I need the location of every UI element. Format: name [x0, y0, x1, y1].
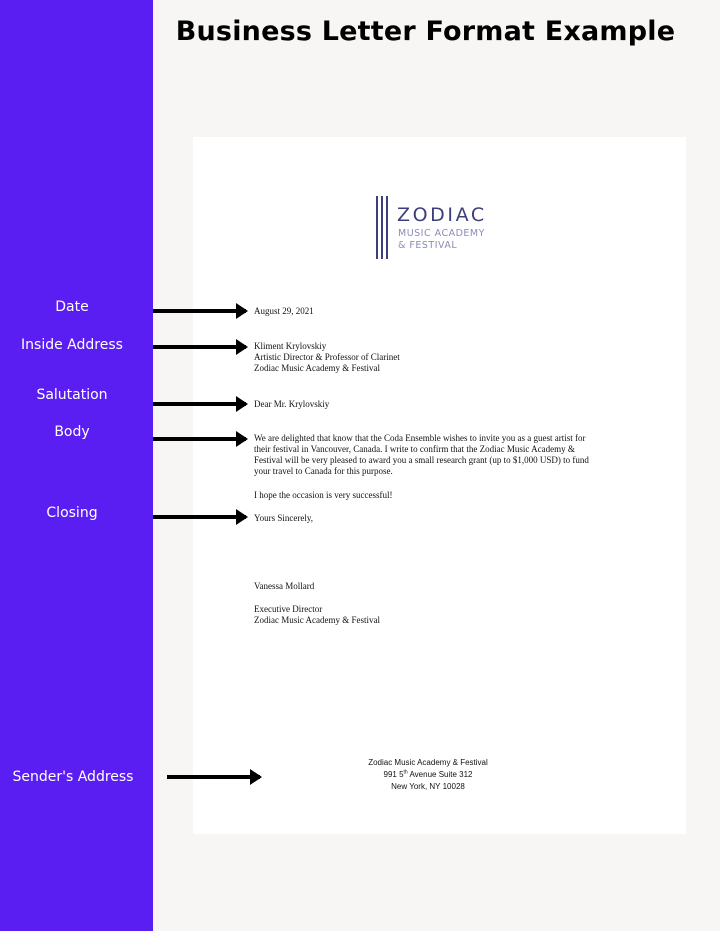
sidebar	[0, 0, 153, 931]
street-name: Avenue Suite 312	[407, 770, 473, 779]
body-line: their festival in Vancouver, Canada. I write to confirm that the Zodiac Music Academy &	[254, 444, 575, 454]
label-salutation: Salutation	[36, 387, 108, 403]
logo-name: ZODIAC	[397, 204, 487, 226]
arrow-date	[153, 309, 246, 313]
body-paragraph-2: I hope the occasion is very successful!	[254, 490, 393, 500]
logo-subtitle-line1: MUSIC ACADEMY	[398, 228, 485, 239]
label-body: Body	[54, 424, 90, 440]
sender-address-line3: New York, NY 10028	[391, 782, 465, 791]
arrow-salutation	[153, 402, 246, 406]
logo-subtitle-line2: & FESTIVAL	[398, 240, 458, 251]
sender-address-line2	[318, 769, 538, 781]
label-senders-address: Sender's Address	[12, 769, 134, 785]
street-suffix: th	[403, 769, 408, 776]
page-title: Business Letter Format Example	[175, 16, 676, 47]
letter-date: August 29, 2021	[254, 306, 314, 316]
inside-address-line: Artistic Director & Professor of Clarinet	[254, 352, 400, 362]
letter-salutation: Dear Mr. Krylovskiy	[254, 399, 330, 409]
signature-title: Executive Director	[254, 604, 323, 614]
letter-closing: Yours Sincerely,	[254, 513, 314, 523]
arrow-senders-address	[167, 775, 260, 779]
label-date: Date	[55, 299, 89, 315]
inside-address-line: Kliment Krylovskiy	[254, 341, 327, 351]
arrow-closing	[153, 515, 246, 519]
signature-organization: Zodiac Music Academy & Festival	[254, 615, 380, 625]
body-line: We are delighted that know that the Coda Ensemble wishes to invite you as a guest artist for	[254, 433, 586, 443]
body-line: your travel to Canada for this purpose.	[254, 466, 393, 476]
inside-address-line: Zodiac Music Academy & Festival	[254, 363, 380, 373]
label-closing: Closing	[46, 505, 98, 521]
sender-address-line1: Zodiac Music Academy & Festival	[368, 758, 488, 767]
body-line: Festival will be very pleased to award you a small research grant (up to $1,000 USD) to fund	[254, 455, 589, 465]
sender-address	[318, 757, 538, 793]
signature-name: Vanessa Mollard	[254, 581, 315, 591]
label-inside-address: Inside Address	[21, 337, 123, 353]
street-number: 991 5	[383, 770, 404, 779]
arrow-inside-address	[153, 345, 246, 349]
arrow-body	[153, 437, 246, 441]
